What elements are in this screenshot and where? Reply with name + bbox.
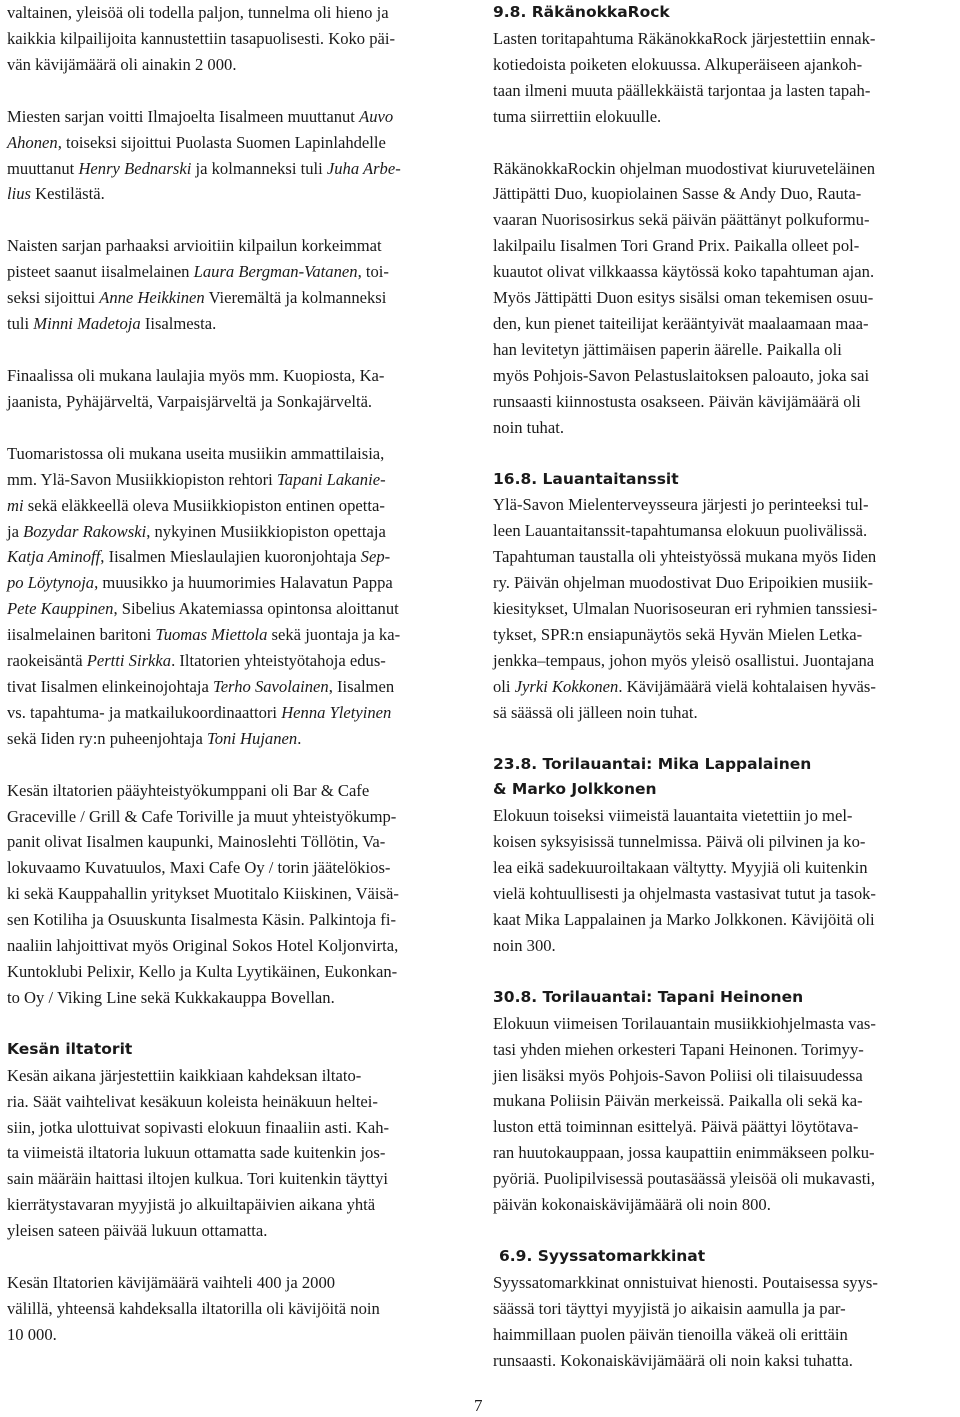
text-line: Kesän iltatorien pääyhteistyökumppani oli Bar & Cafe bbox=[7, 780, 370, 800]
text-line: han levitetyn jättimäisen paperin äärelle. Paikalla oli bbox=[493, 339, 842, 359]
page-number: 7 bbox=[474, 1396, 483, 1415]
text-line: kierrätystavaran myyjistä jo alkuiltapäivien aikana yhtä bbox=[7, 1195, 376, 1215]
paragraph-rakanokkarock-program bbox=[493, 156, 953, 441]
paragraph-rakanokkarock-intro bbox=[493, 26, 953, 130]
text-line: ja Bozydar Rakowski, nykyinen Musiikkiopiston opettaja bbox=[7, 521, 386, 541]
text-line: luston että toiminnan esittelyä. Päivä päättyi löytötava- bbox=[493, 1117, 859, 1137]
text-line: Kuntoklubi Pelixir, Kello ja Kulta Lyytikäinen, Eukonkan- bbox=[7, 962, 398, 981]
right-column bbox=[493, 0, 953, 1374]
text-line: vaaran Nuorisosirkus sekä päivän päättänyt polkuformu- bbox=[493, 210, 870, 230]
text-line: Graceville / Grill & Cafe Toriville ja muut yhteistyökump- bbox=[7, 806, 397, 826]
text-line: noin tuhat. bbox=[493, 417, 564, 437]
text-line: siin, jotka ulottuivat sopivasti elokuun finaaliin asti. Kah- bbox=[7, 1117, 390, 1137]
text-line: lokuvaamo Kuvatuulos, Maxi Cafe Oy / torin jäätelökios- bbox=[7, 858, 391, 878]
section-heading-lauantaitanssit: 16.8. Lauantaitanssit bbox=[493, 469, 679, 488]
text-line: naaliin lahjoittivat myös Original Sokos Hotel Koljonvirta, bbox=[7, 936, 399, 956]
section-heading-torilauantai-lappalainen bbox=[493, 752, 953, 804]
text-line: jenkka–tempaus, johon myös yleisö osallistui. Juontajana bbox=[493, 650, 875, 670]
text-line: yleisen sateen päivää lukuun ottamatta. bbox=[7, 1221, 268, 1241]
section-heading-syyssatomarkkinat: 6.9. Syyssatomarkkinat bbox=[499, 1246, 706, 1265]
text-line: ta viimeistä iltatoria lukuun ottamatta sade kuitenkin jos- bbox=[7, 1143, 386, 1163]
paragraph-syyssatomarkkinat bbox=[493, 1270, 953, 1374]
text-line: den, kun pienet taiteilijat kerääntyivät maalaamaan maa- bbox=[493, 313, 869, 333]
text-line: Kesän aikana järjestettiin kaikkiaan kahdeksan iltato- bbox=[7, 1065, 362, 1085]
text-line: ria. Säät vaihtelivat kesäkuun koleista heinäkuun heltei- bbox=[7, 1091, 378, 1111]
text-line: noin 300. bbox=[493, 935, 556, 955]
text-line: panit olivat Iisalmen kaupunki, Mainoslehti Töllötin, Va- bbox=[7, 832, 386, 852]
text-line: Finaalissa oli mukana laulajia myös mm. Kuopiosta, Ka- bbox=[7, 365, 385, 385]
section-heading-torilauantai-heinonen: 30.8. Torilauantai: Tapani Heinonen bbox=[493, 987, 804, 1006]
text-line: seksi sijoittui Anne Heikkinen Vieremältä ja kolmanneksi bbox=[7, 288, 387, 308]
text-line: oli Jyrki Kokkonen. Kävijämäärä vielä kohtalaisen hyväs- bbox=[493, 676, 876, 696]
text-line: kotiedoista poiketen elokuussa. Alkuperäiseen ajankoh- bbox=[493, 54, 863, 74]
text-line: sekä Iiden ry:n puheenjohtaja Toni Hujanen. bbox=[7, 728, 302, 748]
text-line: mm. Ylä-Savon Musiikkiopiston rehtori Tapani Lakanie- bbox=[7, 469, 386, 489]
text-line: Miesten sarjan voitti Ilmajoelta Iisalmeen muuttanut Auvo bbox=[7, 106, 394, 126]
text-line: Kesän Iltatorien kävijämäärä vaihteli 400 ja 2000 bbox=[7, 1273, 336, 1293]
text-line: lea eikä sadekuuroiltakaan vältytty. Myyjiä oli kuitenkin bbox=[493, 858, 868, 878]
text-line: pisteet saanut iisalmelainen Laura Bergman-Vatanen, toi- bbox=[7, 262, 389, 282]
paragraph-iltatorit bbox=[7, 1063, 467, 1244]
paragraph-attendance bbox=[7, 1270, 467, 1348]
text-line: lius Kestilästä. bbox=[7, 184, 105, 204]
paragraph-lauantaitanssit bbox=[493, 492, 953, 725]
text-line: to Oy / Viking Line sekä Kukkakauppa Bovellan. bbox=[7, 987, 335, 1007]
text-line: Elokuun toiseksi viimeistä lauantaita vietettiin jo mel- bbox=[493, 806, 853, 826]
text-line: Syyssatomarkkinat onnistuivat hienosti. Poutaisessa syys- bbox=[493, 1272, 878, 1292]
section-heading-rakanokkarock: 9.8. RäkänokkaRock bbox=[493, 3, 670, 21]
text-line: kiesitykset, Ulmalan Nuorisoseuran eri ryhmien tanssiesi- bbox=[493, 599, 878, 619]
paragraph-finalists bbox=[7, 363, 467, 415]
text-line: kuautot olivat vilkkaassa käytössä koko tapahtuman ajan. bbox=[493, 262, 875, 282]
text-line: po Löytynoja, muusikko ja huumorimies Halavatun Pappa bbox=[7, 573, 393, 593]
text-line: Pete Kauppinen, Sibelius Akatemiassa opintonsa aloittanut bbox=[7, 599, 399, 619]
text-line: runsaasti kiinnostusta osakseen. Päivän kävijämäärä oli bbox=[493, 391, 861, 411]
section-heading-kesan-iltatorit: Kesän iltatorit bbox=[7, 1039, 133, 1058]
text-line: lakilpailu Iisalmen Tori Grand Prix. Paikalla olleet pol- bbox=[493, 236, 860, 256]
paragraph-torilauantai-heinonen bbox=[493, 1011, 953, 1218]
paragraph-mens-series bbox=[7, 104, 467, 208]
text-line: 10 000. bbox=[7, 1324, 57, 1344]
text-line: koisen syksyisissä tunnelmissa. Päivä oli pilvinen ja ko- bbox=[493, 832, 866, 852]
text-line: muuttanut Henry Bednarski ja kolmanneksi tuli Juha Arbe- bbox=[7, 158, 401, 178]
text-line: Elokuun viimeisen Torilauantain musiikkiohjelmasta vas- bbox=[493, 1013, 876, 1033]
text-line: sen Kotiliha ja Osuuskunta Iisalmesta Käsin. Palkintoja fi- bbox=[7, 910, 396, 930]
text-line: Tapahtuman taustalla oli yhteistyössä mukana myös Iiden bbox=[493, 547, 877, 567]
text-line: mukana Poliisin Päivän merkeissä. Paikalla oli sekä ka- bbox=[493, 1091, 863, 1111]
text-line: kaat Mika Lappalainen ja Marko Jolkkonen. Kävijöitä oli bbox=[493, 910, 875, 929]
text-line: vs. tapahtuma- ja matkailukoordinaattori Henna Yletyinen bbox=[7, 702, 392, 722]
paragraph-crowd bbox=[7, 0, 467, 78]
text-line: välillä, yhteensä kahdeksalla iltatorilla oli kävijöitä noin bbox=[7, 1298, 380, 1318]
text-line: Ylä-Savon Mielenterveysseura järjesti jo perinteeksi tul- bbox=[493, 495, 869, 515]
text-line: Jättipätti Duo, kuopiolainen Sasse & Andy Duo, Rauta- bbox=[493, 184, 862, 204]
text-line: haimmillaan puolen päivän tienoilla väkeä oli erittäin bbox=[493, 1324, 848, 1344]
text-line: jaanista, Pyhäjärveltä, Varpaisjärveltä ja Sonkajärveltä. bbox=[7, 391, 373, 411]
text-line: tykset, SPR:n ensiapunäytös sekä Hyvän Mielen Letka- bbox=[493, 624, 863, 644]
text-line: tivat Iisalmen elinkeinojohtaja Terho Savolainen, Iisalmen bbox=[7, 676, 395, 696]
text-line: vielä kohtuullisesti ja ohjelmasta vastasivat tutut ja tasok- bbox=[493, 884, 876, 904]
text-line: ki sekä Kauppahallin yritykset Muotitalo Kiiskinen, Väisä- bbox=[7, 884, 399, 904]
paragraph-partners bbox=[7, 778, 467, 1011]
paragraph-womens-series bbox=[7, 233, 467, 337]
text-line: runsaasti. Kokonaiskävijämäärä oli noin kaksi tuhatta. bbox=[493, 1350, 853, 1370]
text-line: päivän kokonaiskävijämäärä oli noin 800. bbox=[493, 1195, 771, 1215]
text-line: Katja Aminoff, Iisalmen Mieslaulajien kuoronjohtaja Sep- bbox=[7, 547, 391, 567]
text-line: kaikkia kilpailijoita kannustettiin tasapuolisesti. Koko päi- bbox=[7, 28, 396, 48]
text-line: tuli Minni Madetoja Iisalmesta. bbox=[7, 314, 217, 334]
text-line: jien lisäksi myös Pohjois-Savon Poliisi oli tilaisuudessa bbox=[493, 1065, 863, 1085]
paragraph-torilauantai-lappalainen bbox=[493, 803, 953, 958]
left-column bbox=[7, 0, 467, 1348]
text-line: leen Lauantaitanssit-tapahtumansa elokuun puolivälissä. bbox=[493, 521, 868, 541]
paragraph-jury bbox=[7, 441, 467, 752]
text-line: valtainen, yleisöä oli todella paljon, tunnelma oli hieno ja bbox=[7, 3, 389, 22]
heading-line: 23.8. Torilauantai: Mika Lappalainen bbox=[493, 754, 812, 773]
text-line: RäkänokkaRockin ohjelman muodostivat kiuruveteläinen bbox=[493, 158, 876, 178]
text-line: sä säässä oli jälleen noin tuhat. bbox=[493, 702, 698, 722]
text-line: tuma siirrettiin elokuulle. bbox=[493, 106, 662, 126]
text-line: ry. Päivän ohjelman muodostivat Duo Eripoikien musiik- bbox=[493, 573, 874, 593]
text-line: tasi yhden miehen orkesteri Tapani Heinonen. Torimyy- bbox=[493, 1039, 864, 1059]
text-line: pyöriä. Puolipilvisessä poutasäässä yleisöä oli mukavasti, bbox=[493, 1169, 876, 1189]
text-line: iisalmelainen baritoni Tuomas Miettola sekä juontaja ja ka- bbox=[7, 625, 401, 645]
text-line: Myös Jättipätti Duon esitys sisälsi oman tekemisen osuu- bbox=[493, 288, 874, 308]
text-line: Tuomaristossa oli mukana useita musiikin ammattilaisia, bbox=[7, 443, 385, 463]
text-line: raokeisäntä Pertti Sirkka. Iltatorien yhteistyötahoja edus- bbox=[7, 651, 386, 671]
text-line: säässä tori täyttyi myyjistä jo aikaisin aamulla ja par- bbox=[493, 1298, 846, 1318]
text-line: vän kävijämäärä oli ainakin 2 000. bbox=[7, 54, 237, 74]
text-line: ran huutokauppaan, jossa kaupattiin enimmäkseen polku- bbox=[493, 1143, 875, 1163]
text-line: Naisten sarjan parhaaksi arvioitiin kilpailun korkeimmat bbox=[7, 236, 382, 256]
text-line: myös Pohjois-Savon Pelastuslaitoksen paloauto, joka sai bbox=[493, 365, 870, 385]
text-line: Lasten toritapahtuma RäkänokkaRock järjestettiin ennak- bbox=[493, 28, 876, 48]
text-line: mi sekä eläkkeellä oleva Musiikkiopiston entinen opetta- bbox=[7, 495, 385, 515]
text-line: Ahonen, toiseksi sijoittui Puolasta Suomen Lapinlahdelle bbox=[7, 132, 386, 152]
text-line: taan ilmeni muuta päällekkäistä tarjontaa ja lasten tapah- bbox=[493, 80, 871, 100]
text-line: sain määräin haittasi iltojen kulkua. Tori kuitenkin täyttyi bbox=[7, 1169, 389, 1189]
heading-line: & Marko Jolkkonen bbox=[493, 780, 657, 799]
